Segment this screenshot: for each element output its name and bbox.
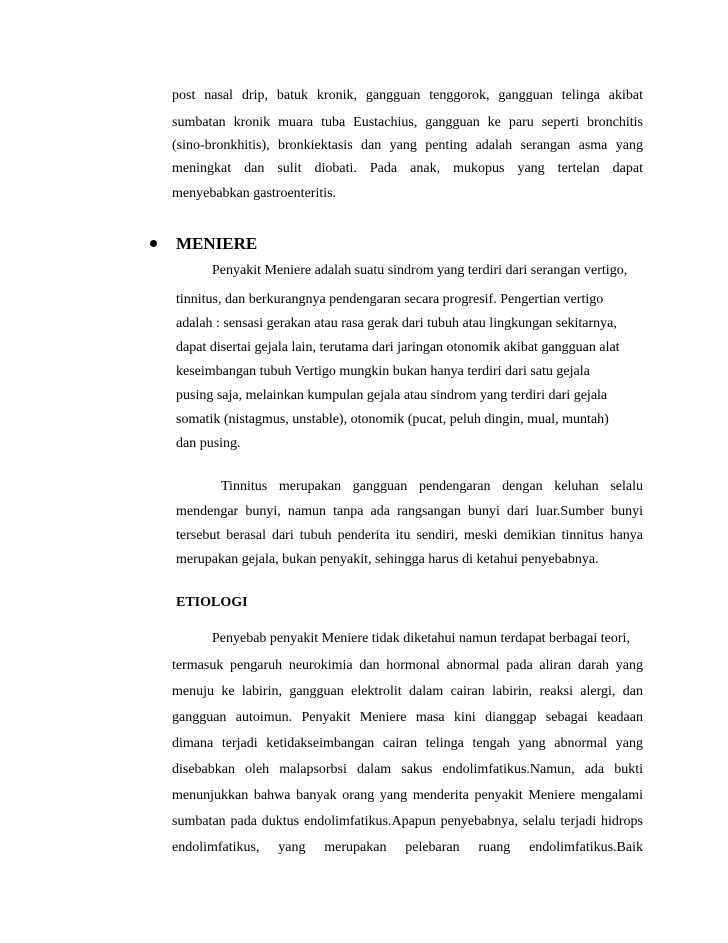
etiologi-line-9: endolimfatikus, yang merupakan pelebaran ruang endolimfatikus.Baik bbox=[172, 840, 643, 855]
meniere-p2-line-3: tersebut berasal dari tubuh penderita itu sendiri, meski demikian tinnitus hanya bbox=[176, 528, 643, 543]
etiologi-line-2: termasuk pengaruh neurokimia dan hormonal abnormal pada aliran darah yang bbox=[172, 658, 643, 673]
meniere-p1-line-1: Penyakit Meniere adalah suatu sindrom yang terdiri dari serangan vertigo, bbox=[212, 263, 628, 278]
meniere-p1-line-7: somatik (nistagmus, unstable), otonomik (pucat, peluh dingin, mual, muntah) bbox=[176, 412, 609, 427]
meniere-p1-line-5: keseimbangan tubuh Vertigo mungkin bukan hanya terdiri dari satu gejala bbox=[176, 364, 590, 379]
etiologi-line-3: menuju ke labirin, gangguan elektrolit dalam cairan labirin, reaksi alergi, dan bbox=[172, 684, 643, 699]
subheading-etiologi: ETIOLOGI bbox=[176, 595, 248, 610]
meniere-p1-line-4: dapat disertai gejala lain, terutama dari jaringan otonomik akibat gangguan alat bbox=[176, 340, 620, 355]
etiologi-line-8: sumbatan pada duktus endolimfatikus.Apapun penyebabnya, selalu terjadi hidrops bbox=[172, 814, 643, 829]
intro-line-3: (sino-bronkhitis), bronkiektasis dan yang penting adalah serangan asma yang bbox=[172, 138, 643, 153]
etiologi-line-7: menunjukkan bahwa banyak orang yang menderita penyakit Meniere mengalami bbox=[172, 788, 643, 803]
meniere-p2-line-2: mendengar bunyi, namun tanpa ada rangsangan bunyi dari luar.Sumber bunyi bbox=[176, 504, 643, 519]
etiologi-line-5: dimana terjadi ketidakseimbangan cairan telinga tengah yang abnormal yang bbox=[172, 736, 643, 751]
meniere-p2-line-4: merupakan gejala, bukan penyakit, sehingga harus di ketahui penyebabnya. bbox=[176, 552, 599, 567]
section-heading-meniere: MENIERE bbox=[176, 234, 258, 253]
meniere-p2-line-1: Tinnitus merupakan gangguan pendengaran dengan keluhan selalu bbox=[221, 479, 643, 494]
meniere-p1-line-6: pusing saja, melainkan kumpulan gejala atau sindrom yang terdiri dari gejala bbox=[176, 388, 608, 403]
intro-line-1: post nasal drip, batuk kronik, gangguan tenggorok, gangguan telinga akibat bbox=[172, 88, 643, 103]
intro-line-5: menyebabkan gastroenteritis. bbox=[172, 186, 337, 201]
bullet-icon bbox=[150, 240, 157, 247]
etiologi-line-4: gangguan autoimun. Penyakit Meniere masa kini dianggap sebagai keadaan bbox=[172, 710, 643, 725]
meniere-p1-line-2: tinnitus, dan berkurangnya pendengaran secara progresif. Pengertian vertigo bbox=[176, 292, 604, 307]
meniere-p1-line-3: adalah : sensasi gerakan atau rasa gerak dari tubuh atau lingkungan sekitarnya, bbox=[176, 316, 617, 331]
intro-line-4: meningkat dan sulit diobati. Pada anak, mukopus yang tertelan dapat bbox=[172, 161, 643, 176]
meniere-p1-line-8: dan pusing. bbox=[176, 436, 241, 451]
intro-line-2: sumbatan kronik muara tuba Eustachius, gangguan ke paru seperti bronchitis bbox=[172, 115, 643, 130]
etiologi-line-6: disebabkan oleh malapsorbsi dalam sakus endolimfatikus.Namun, ada bukti bbox=[172, 762, 643, 777]
etiologi-line-1: Penyebab penyakit Meniere tidak diketahui namun terdapat berbagai teori, bbox=[212, 631, 630, 646]
